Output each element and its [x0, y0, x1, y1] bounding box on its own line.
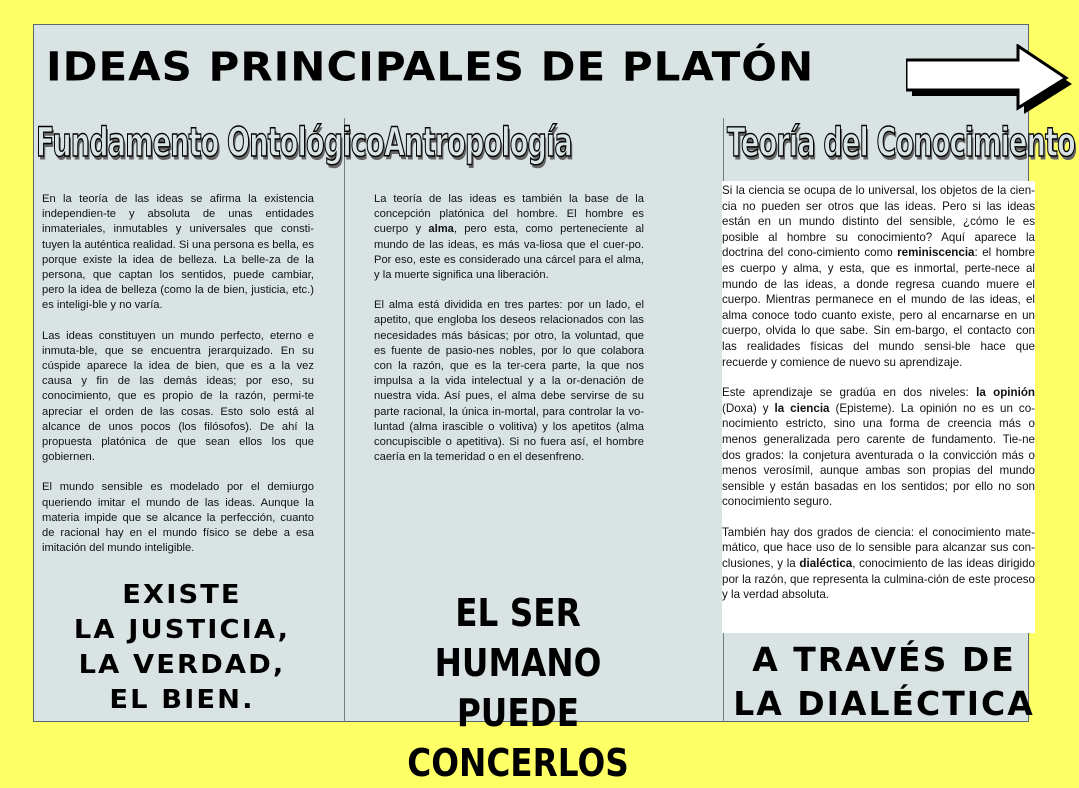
slogan-antropologia: [370, 588, 666, 788]
paragraph: La teoría de las ideas es también la base de la concepción platónica del hombre. El hombre es cuerpo y alma, pero esta, como perteneciente al mundo de las ideas, es más va-liosa que el cuer-po. Por eso, este es considerado una cárcel para el alma, y la muerte significa una liberación.: [374, 193, 644, 282]
heading-antropologia: Antropología: [384, 118, 572, 166]
slogan-line: EL BIEN.: [109, 685, 255, 715]
column-conocimiento-text: [722, 181, 1035, 633]
paragraph: Si la ciencia se ocupa de lo universal, los objetos de la cien-cia no pueden ser otros que las ideas. Pero si las ideas están en un mundo distinto del sensible, ¿cómo le es posible al hombre su conocimiento? Aquí aparece la doctrina del cono-cimiento como reminiscencia: el hombre es cuerpo y alma, y esta, que es inmortal, perte-nece al mundo de las ideas, a donde regresa cuando muere el cuerpo. Mientras permanece en el mundo de las ideas, el alma conoce todo cuanto existe, pero al encarnarse en un cuerpo, olvida lo que sabe. Sin em-bargo, el contacto con las realidades físicas del mundo sensi-ble hace que recuerde y comience de nuevo su aprendizaje.: [722, 184, 1036, 369]
slogan-line: LA VERDAD,: [78, 650, 286, 680]
paragraph: El alma está dividida en tres partes: por un lado, el apetito, que engloba los deseos relacionados con las necesidades más básicas; por otro, la voluntad, que es fuente de pasio-nes nobles, por lo que colabora con la razón, que es la ter-cera parte, la que nos impulsa a la vida intelectual y a la or-denación de nuestra vida. Así pues, el alma debe servirse de su parte racional, la única in-mortal, para controlar la vo-luntad (alma irascible o volitiva) y los apetitos (alma concupiscible o apetitiva). Si no fuera así, el hombre caería en la temeridad o en el desenfreno.: [374, 299, 644, 464]
column-ontologico-text: [42, 192, 314, 571]
paragraph: Las ideas constituyen un mundo perfecto, eterno e inmuta-ble, que se encuentra jerarquizado. En su cúspide aparece la idea de bien, que es a la vez causa y fin de las demás ideas; por eso, su conocimiento, que es propio de la razón, permi-te apreciar el orden de las cosas. Esto solo está al alcance de unos pocos (los filósofos). De ahí la propuesta platónica de que sean ellos los que gobiernen.: [42, 329, 314, 464]
slogan-line: EL SER HUMANO: [434, 591, 602, 685]
slogan-line: A TRAVÉS DE: [752, 640, 1016, 679]
slogan-line: LA DIALÉCTICA: [733, 684, 1035, 723]
paragraph: Este aprendizaje se gradúa en dos niveles: la opinión (Doxa) y la ciencia (Episteme). La opinión no es un co-nocimiento estricto, sino una forma de creencia más o menos generalizada pero carente de fundamento. Tie-ne dos grados: la conjetura aventurada o la convicción más o menos verosímil, aunque ambas son propias del mundo sensible y están basadas en los sentidos; por ello no son conocimiento seguro.: [722, 386, 1035, 509]
column-divider-1: [344, 118, 345, 722]
heading-conocimiento: Teoría del Conocimiento: [727, 118, 1075, 166]
slogan-line: PUEDE CONCERLOS: [407, 691, 629, 785]
paragraph: En la teoría de las ideas se afirma la existencia independien-te y absoluta de unas entidades inmateriales, inmutables y universales que consti-tuyen la auténtica realidad. Si una persona es bella, es porque existe la idea de belleza. La belle-za de la persona, que captan los sentidos, puede cambiar, pero la idea de belleza (como la de bien, justicia, etc.) es inteligi-ble y no varía.: [42, 193, 314, 312]
paragraph: El mundo sensible es modelado por el demiurgo queriendo imitar el mundo de las ideas. Aunque la materia impide que se alcance la perfección, cuanto de racional hay en el mundo físico se debe a esa imitación del mundo inteligible.: [42, 481, 314, 555]
right-arrow-icon: [906, 44, 1078, 114]
slogan-ontologico: [29, 578, 336, 718]
column-antropologia-text: [374, 192, 644, 480]
slogan-line: LA JUSTICIA,: [73, 615, 291, 645]
heading-ontologico: Fundamento Ontológico: [36, 118, 384, 166]
slogan-conocimiento: [724, 638, 1044, 726]
slogan-line: EXISTE: [122, 580, 242, 610]
page-title: IDEAS PRINCIPALES DE PLATÓN: [46, 43, 815, 90]
paragraph: También hay dos grados de ciencia: el conocimiento mate-mático, que hace uso de lo sensible para alcanzar sus con-clusiones, y la dialéctica, conocimiento de las ideas dirigido por la razón, que representa la culmina-ción de este proceso y la verdad absoluta.: [722, 525, 1035, 602]
